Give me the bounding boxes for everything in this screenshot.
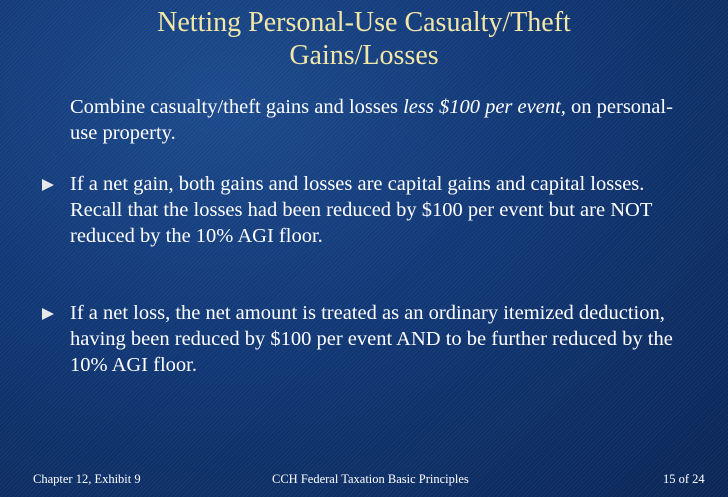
intro-text-start: Combine casualty/theft gains and losses	[70, 96, 404, 118]
footer-chapter-label: Chapter 12, Exhibit 9	[33, 472, 141, 486]
bullet-item-net-gain	[70, 171, 690, 249]
slide-title-line-2: Gains/Losses	[289, 40, 439, 71]
triangle-bullet-icon	[42, 179, 54, 191]
bullet-item-net-loss	[70, 300, 690, 378]
slide-title	[0, 6, 728, 72]
intro-text-end: on personal-use property.	[70, 96, 673, 144]
intro-text-italic: less $100 per event,	[403, 96, 566, 118]
bullet-text: If a net loss, the net amount is treated as an ordinary itemized deduction, having been reduced by $100 per event AND to be further reduced by the 10% AGI floor.	[70, 302, 673, 376]
triangle-bullet-icon	[42, 308, 54, 320]
intro-paragraph	[70, 94, 690, 146]
slide-title-line-1: Netting Personal-Use Casualty/Theft	[157, 7, 571, 38]
footer-page-number: 15 of 24	[663, 472, 705, 486]
footer-course-title: CCH Federal Taxation Basic Principles	[272, 472, 469, 486]
bullet-text: If a net gain, both gains and losses are capital gains and capital losses. Recall that the losses had been reduced by $100 per event but are NOT reduced by the 10% AGI floor.	[70, 173, 652, 247]
